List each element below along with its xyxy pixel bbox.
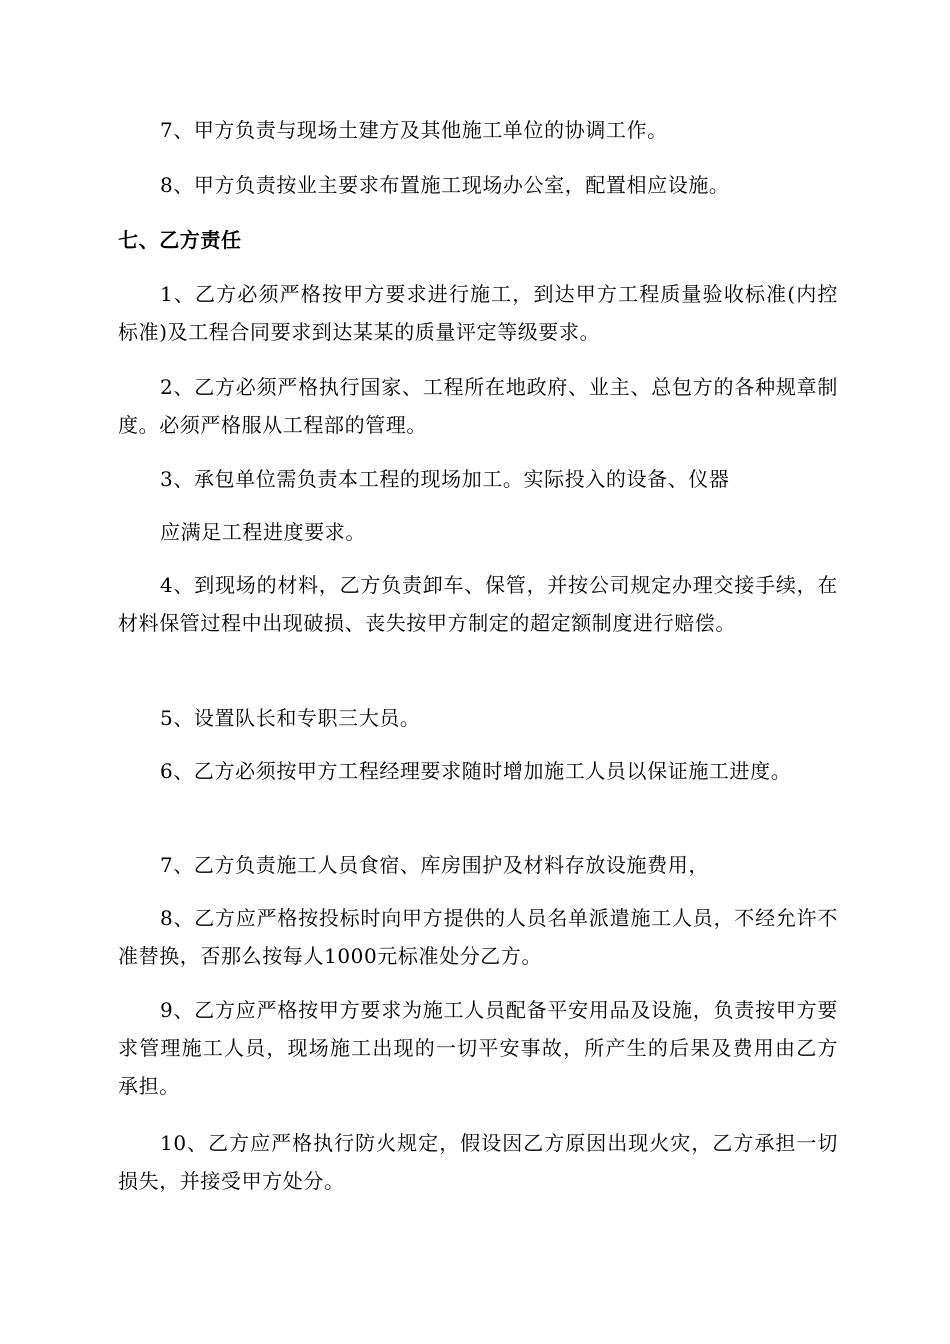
paragraph-a8: 8、甲方负责按业主要求布置施工现场办公室，配置相应设施。 [160, 173, 730, 197]
paragraph-b8: 8、乙方应严格按投标时向甲方提供的人员名单派遣施工人员，不经允许不准替换，否那么按每人1000元标准处分乙方。 [118, 906, 838, 968]
paragraph-b9: 9、乙方应严格按甲方要求为施工人员配备平安用品及设施，负责按甲方要求管理施工人员，现场施工出现的一切平安事故，所产生的后果及费用由乙方承担。 [118, 998, 838, 1098]
paragraph-b5: 5、设置队长和专职三大员。 [160, 706, 421, 730]
paragraph-b10: 10、乙方应严格执行防火规定，假设因乙方原因出现火灾，乙方承担一切损失，并接受甲方处分。 [118, 1131, 838, 1193]
paragraph-b3-cont: 应满足工程进度要求。 [160, 520, 366, 544]
paragraph-b1: 1、乙方必须严格按甲方要求进行施工，到达甲方工程质量验收标准(内控标准)及工程合同要求到达某某的质量评定等级要求。 [118, 282, 838, 344]
section-heading: 七、乙方责任 [118, 228, 242, 252]
paragraph-b3: 3、承包单位需负责本工程的现场加工。实际投入的设备、仪器 [160, 467, 730, 491]
paragraph-b4: 4、到现场的材料，乙方负责卸车、保管，并按公司规定办理交接手续，在材料保管过程中出现破损、丧失按甲方制定的超定额制度进行赔偿。 [118, 573, 838, 635]
paragraph-b7: 7、乙方负责施工人员食宿、库房围护及材料存放设施费用， [160, 853, 709, 877]
paragraph-a7: 7、甲方负责与现场土建方及其他施工单位的协调工作。 [160, 118, 668, 142]
paragraph-b2: 2、乙方必须严格执行国家、工程所在地政府、业主、总包方的各种规章制度。必须严格服从工程部的管理。 [118, 375, 838, 437]
paragraph-b6: 6、乙方必须按甲方工程经理要求随时增加施工人员以保证施工进度。 [160, 759, 792, 783]
